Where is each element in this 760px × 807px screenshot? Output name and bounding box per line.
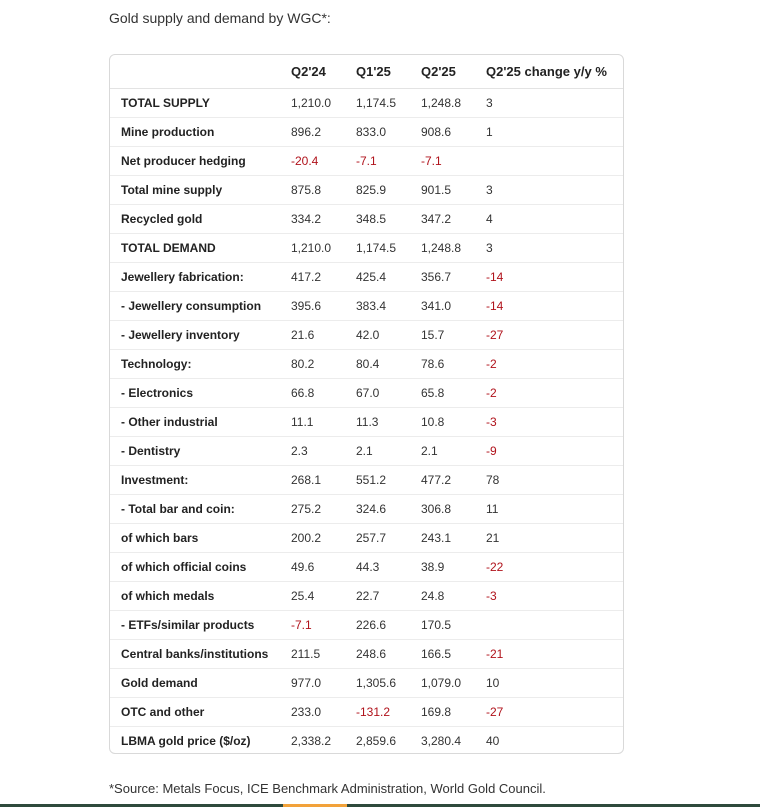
cell-q2-25: 1,248.8 (419, 89, 484, 118)
table-row (110, 89, 623, 118)
cell-q2-25: 243.1 (419, 524, 484, 553)
cell-q1-25: 67.0 (354, 379, 419, 408)
table-row (110, 466, 623, 495)
cell-q2-24: 2.3 (289, 437, 354, 466)
cell-q2-25: 15.7 (419, 321, 484, 350)
supply-demand-table (110, 55, 623, 754)
cell-change: 78 (484, 466, 623, 495)
table-row (110, 118, 623, 147)
column-header-q1-25: Q1'25 (354, 55, 419, 89)
cell-q2-25: 38.9 (419, 553, 484, 582)
cell-q2-25: 65.8 (419, 379, 484, 408)
cell-change: -3 (484, 582, 623, 611)
cell-q1-25: 825.9 (354, 176, 419, 205)
cell-q2-25: 170.5 (419, 611, 484, 640)
cell-change (484, 611, 623, 640)
cell-change: -27 (484, 698, 623, 727)
cell-change (484, 147, 623, 176)
row-label: - Electronics (110, 379, 289, 408)
row-label: LBMA gold price ($/oz) (121, 734, 251, 748)
cell-change: 10 (484, 669, 623, 698)
cell-q2-24: 2,338.2 (291, 734, 332, 748)
table-row (110, 669, 623, 698)
cell-change: -2 (484, 379, 623, 408)
table-row (110, 553, 623, 582)
cell-q2-24: -20.4 (289, 147, 354, 176)
cell-q2-24: 395.6 (289, 292, 354, 321)
cell-q1-25: 1,305.6 (354, 669, 419, 698)
row-label: Mine production (110, 118, 289, 147)
row-label: - Dentistry (110, 437, 289, 466)
cell-change: -14 (484, 263, 623, 292)
row-label: OTC and other (110, 698, 289, 727)
cell-q2-25: 169.8 (419, 698, 484, 727)
table-row (110, 147, 623, 176)
cell-q2-25: 24.8 (419, 582, 484, 611)
cell-q2-24: 25.4 (289, 582, 354, 611)
cell-q2-25: 3,280.4 (421, 734, 462, 748)
cell-q2-24: 896.2 (289, 118, 354, 147)
cell-q2-25: 477.2 (419, 466, 484, 495)
cell-q2-24: 875.8 (289, 176, 354, 205)
table-row (110, 408, 623, 437)
cell-q2-24: 200.2 (289, 524, 354, 553)
cell-q1-25: 80.4 (354, 350, 419, 379)
row-label: of which medals (110, 582, 289, 611)
cell-q2-25: -7.1 (419, 147, 484, 176)
cell-q2-25: 78.6 (419, 350, 484, 379)
cell-q1-25: 551.2 (354, 466, 419, 495)
table-row (110, 640, 623, 669)
cell-q2-25: 908.6 (419, 118, 484, 147)
table-row (110, 524, 623, 553)
row-label: TOTAL SUPPLY (110, 89, 289, 118)
row-label: - ETFs/similar products (110, 611, 289, 640)
cell-q1-25: 324.6 (354, 495, 419, 524)
cell-change: -2 (484, 350, 623, 379)
row-label: Investment: (110, 466, 289, 495)
cell-q1-25: 2,859.6 (356, 734, 397, 748)
table-header-row (110, 55, 623, 89)
row-label: Recycled gold (110, 205, 289, 234)
cell-q2-24: 1,210.0 (289, 89, 354, 118)
table-row (110, 350, 623, 379)
cell-q2-24: 977.0 (289, 669, 354, 698)
cell-q1-25: 44.3 (354, 553, 419, 582)
cell-q2-25: 901.5 (419, 176, 484, 205)
source-footnote: *Source: Metals Focus, ICE Benchmark Administration, World Gold Council. (109, 781, 546, 796)
column-header-q2-25: Q2'25 (419, 55, 484, 89)
cell-q1-25: 383.4 (354, 292, 419, 321)
cell-change: -22 (484, 553, 623, 582)
cell-change: -9 (484, 437, 623, 466)
column-header-label (110, 55, 289, 89)
row-label: Net producer hedging (110, 147, 289, 176)
table-heading: Gold supply and demand by WGC*: (109, 10, 331, 26)
cell-change: 3 (484, 234, 623, 263)
cell-q2-24: 233.0 (289, 698, 354, 727)
cell-q1-25: 1,174.5 (354, 89, 419, 118)
table-row (110, 698, 623, 727)
cell-q2-24: 49.6 (289, 553, 354, 582)
cell-q1-25: -7.1 (354, 147, 419, 176)
row-label: - Other industrial (110, 408, 289, 437)
cell-q2-25: 1,079.0 (419, 669, 484, 698)
cell-q2-24: 417.2 (289, 263, 354, 292)
cell-q2-24: 275.2 (289, 495, 354, 524)
cell-change: 3 (484, 89, 623, 118)
cell-q2-24: 268.1 (289, 466, 354, 495)
table-row (110, 582, 623, 611)
cell-q2-24: 21.6 (289, 321, 354, 350)
table-row (110, 611, 623, 640)
row-label: Jewellery fabrication: (110, 263, 289, 292)
cell-q2-25: 306.8 (419, 495, 484, 524)
table-row (110, 263, 623, 292)
cell-change: -21 (484, 640, 623, 669)
column-header-change: Q2'25 change y/y % (484, 55, 623, 89)
cell-q1-25: 42.0 (354, 321, 419, 350)
table-row (110, 205, 623, 234)
table-body (110, 89, 623, 755)
row-label: - Jewellery inventory (110, 321, 289, 350)
supply-demand-table-card (109, 54, 624, 754)
cell-q2-25: 2.1 (419, 437, 484, 466)
row-label: - Total bar and coin: (110, 495, 289, 524)
cell-change: -27 (484, 321, 623, 350)
table-row (110, 727, 623, 755)
cell-q1-25: -131.2 (354, 698, 419, 727)
row-label: TOTAL DEMAND (110, 234, 289, 263)
row-label: of which official coins (110, 553, 289, 582)
cell-q2-25: 1,248.8 (419, 234, 484, 263)
cell-q2-24: 80.2 (289, 350, 354, 379)
table-row (110, 321, 623, 350)
cell-q2-24: 1,210.0 (289, 234, 354, 263)
cell-change: 3 (484, 176, 623, 205)
cell-q1-25: 425.4 (354, 263, 419, 292)
cell-q2-24: 11.1 (289, 408, 354, 437)
cell-q1-25: 248.6 (354, 640, 419, 669)
cell-q1-25: 348.5 (354, 205, 419, 234)
table-row (110, 437, 623, 466)
cell-q1-25: 226.6 (354, 611, 419, 640)
cell-change: 21 (484, 524, 623, 553)
table-row (110, 234, 623, 263)
row-label: Technology: (110, 350, 289, 379)
cell-q2-24: 334.2 (289, 205, 354, 234)
cell-change: -14 (484, 292, 623, 321)
row-label: Gold demand (110, 669, 289, 698)
cell-q1-25: 22.7 (354, 582, 419, 611)
cell-q1-25: 2.1 (354, 437, 419, 466)
table-row (110, 176, 623, 205)
row-label: Central banks/institutions (110, 640, 289, 669)
cell-q1-25: 833.0 (354, 118, 419, 147)
cell-q1-25: 1,174.5 (354, 234, 419, 263)
cell-q2-25: 166.5 (419, 640, 484, 669)
cell-q2-24: 211.5 (289, 640, 354, 669)
table-row (110, 495, 623, 524)
cell-change: 40 (486, 734, 500, 748)
cell-q2-25: 341.0 (419, 292, 484, 321)
cell-q1-25: 11.3 (354, 408, 419, 437)
cell-change: -3 (484, 408, 623, 437)
cell-change: 4 (484, 205, 623, 234)
cell-q1-25: 257.7 (354, 524, 419, 553)
cell-change: 11 (484, 495, 623, 524)
cell-q2-24: -7.1 (289, 611, 354, 640)
cell-change: 1 (484, 118, 623, 147)
cell-q2-24: 66.8 (289, 379, 354, 408)
table-row (110, 292, 623, 321)
row-label: - Jewellery consumption (110, 292, 289, 321)
column-header-q2-24: Q2'24 (289, 55, 354, 89)
cell-q2-25: 356.7 (419, 263, 484, 292)
table-row (110, 379, 623, 408)
cell-q2-25: 347.2 (419, 205, 484, 234)
cell-q2-25: 10.8 (419, 408, 484, 437)
row-label: Total mine supply (110, 176, 289, 205)
row-label: of which bars (110, 524, 289, 553)
